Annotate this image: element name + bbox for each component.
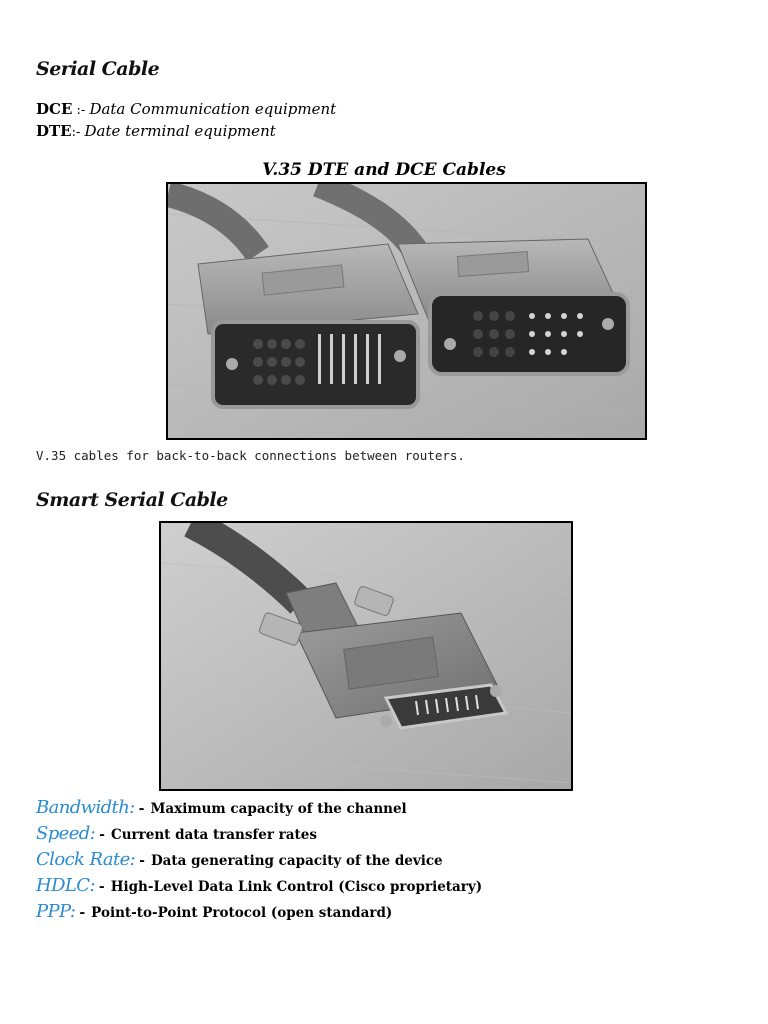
term-row-speed bbox=[36, 823, 317, 844]
term-separator: - bbox=[139, 853, 145, 869]
figure-caption-v35: V.35 cables for back-to-back connections between routers. bbox=[36, 448, 465, 463]
term-separator: - bbox=[79, 905, 86, 921]
photo-smart-serial-cable bbox=[159, 521, 573, 791]
term-name: Speed: bbox=[36, 823, 96, 844]
abbr-term: DTE bbox=[36, 122, 72, 140]
term-name: HDLC: bbox=[36, 875, 95, 896]
abbr-term: DCE bbox=[36, 100, 73, 118]
smart-serial-connector-illustration bbox=[161, 523, 571, 789]
term-name: Bandwidth: bbox=[36, 797, 135, 818]
term-row-clock-rate bbox=[36, 849, 443, 870]
section-title-smart-serial: Smart Serial Cable bbox=[36, 489, 228, 511]
section-title-serial-cable: Serial Cable bbox=[36, 58, 160, 80]
term-definition: High-Level Data Link Control (Cisco proprietary) bbox=[110, 879, 483, 895]
term-definition: Current data transfer rates bbox=[110, 827, 317, 843]
term-separator: - bbox=[99, 827, 105, 843]
term-row-ppp bbox=[36, 901, 392, 922]
term-row-hdlc bbox=[36, 875, 482, 896]
term-definition: Point-to-Point Protocol (open standard) bbox=[91, 905, 393, 921]
term-separator: - bbox=[138, 801, 145, 817]
term-row-bandwidth bbox=[36, 797, 407, 818]
abbr-definition: Date terminal equipment bbox=[84, 122, 276, 140]
abbr-row-dce bbox=[36, 100, 336, 118]
term-definition: Data generating capacity of the device bbox=[150, 853, 443, 869]
abbr-row-dte bbox=[36, 122, 276, 140]
figure-title-v35: V.35 DTE and DCE Cables bbox=[262, 160, 506, 180]
term-separator: - bbox=[98, 879, 105, 895]
abbr-definition: Data Communication equipment bbox=[89, 100, 337, 118]
term-name: Clock Rate: bbox=[36, 849, 136, 870]
term-name: PPP: bbox=[36, 901, 76, 922]
abbr-separator: :- bbox=[72, 103, 90, 118]
photo-v35-cables bbox=[166, 182, 647, 440]
v35-connectors-illustration bbox=[168, 184, 645, 438]
term-definition: Maximum capacity of the channel bbox=[150, 801, 407, 817]
abbr-separator: :- bbox=[71, 125, 85, 140]
